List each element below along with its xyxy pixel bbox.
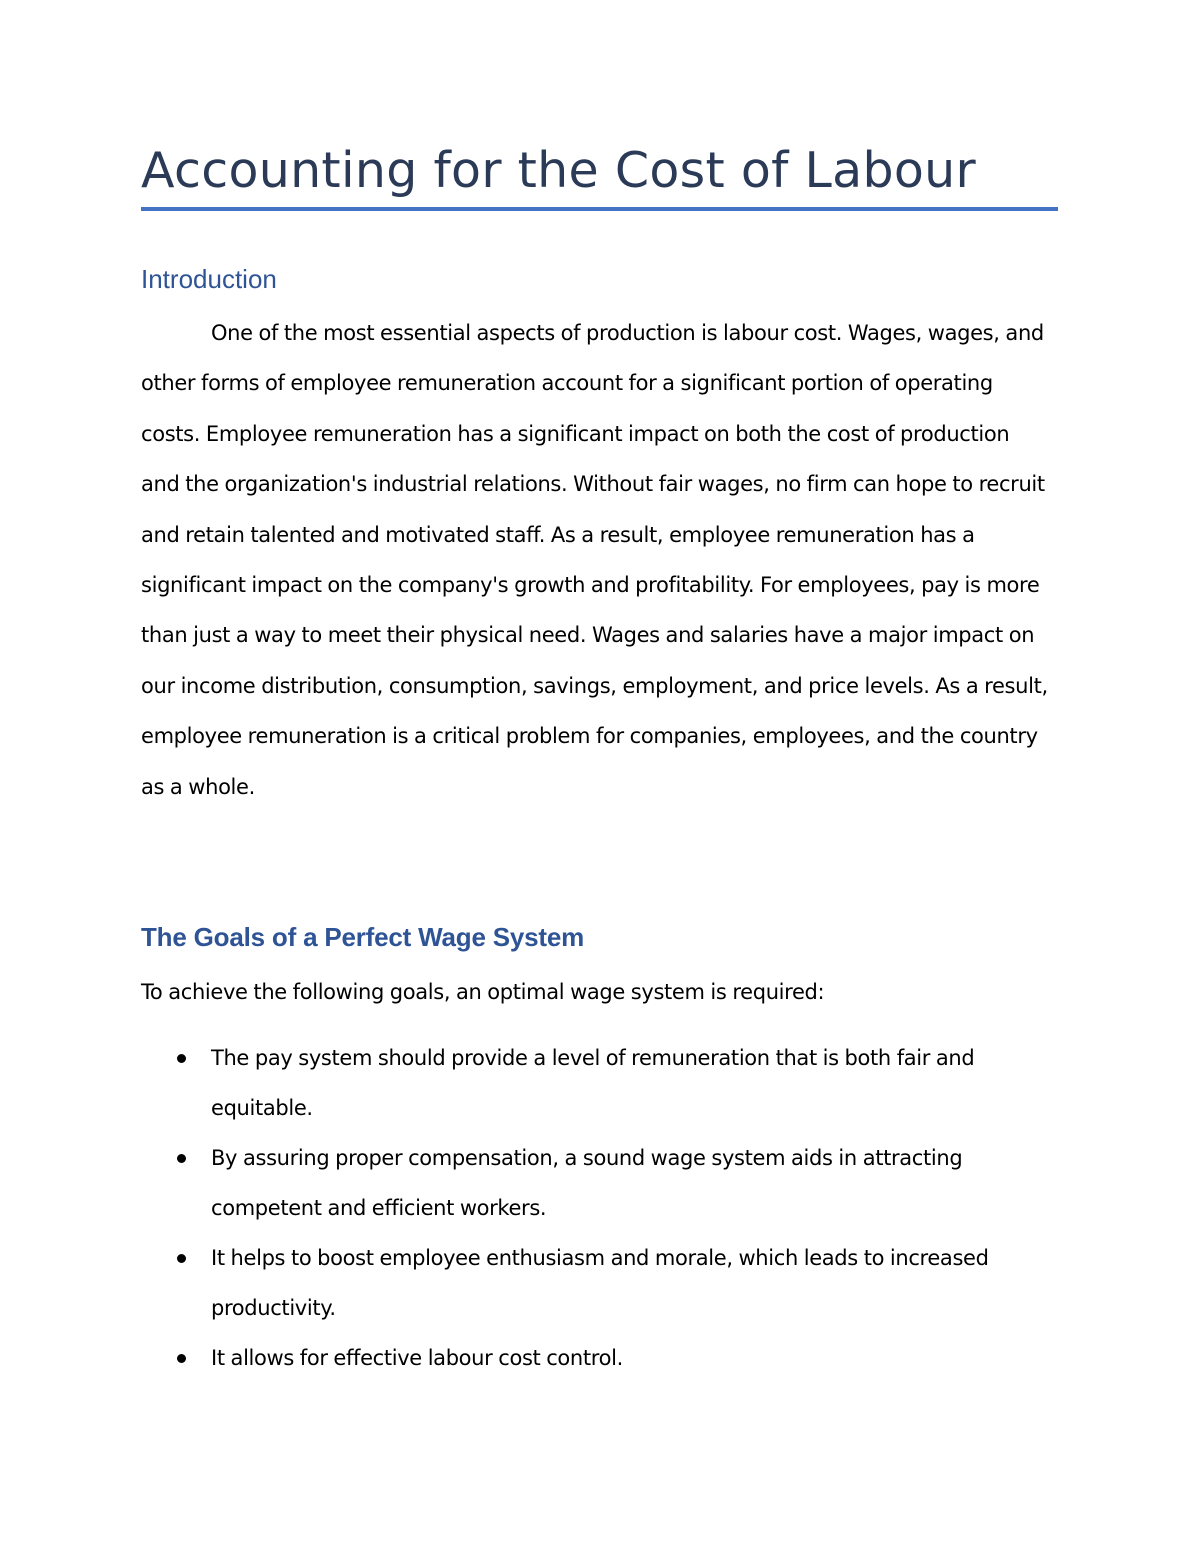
goals-bullet-list [141, 1033, 1053, 1383]
bullet-icon [177, 1354, 186, 1363]
list-item [141, 1333, 1053, 1383]
bullet-icon [177, 1054, 186, 1063]
list-item-text: The pay system should provide a level of remuneration that is both fair and equitable. [211, 1046, 975, 1120]
list-item [141, 1033, 1053, 1133]
goals-lead-sentence: To achieve the following goals, an optimal wage system is required: [141, 980, 825, 1004]
section-heading-goals: The Goals of a Perfect Wage System [141, 922, 585, 952]
list-item-text: By assuring proper compensation, a sound wage system aids in attracting competent and efficient workers. [211, 1146, 963, 1220]
bullet-icon [177, 1154, 186, 1163]
document-title: Accounting for the Cost of Labour [141, 142, 976, 199]
title-underline-rule [141, 207, 1058, 211]
list-item-text: It helps to boost employee enthusiasm and morale, which leads to increased productivity. [211, 1246, 989, 1320]
list-item [141, 1133, 1053, 1233]
introduction-paragraph: One of the most essential aspects of production is labour cost. Wages, wages, and other forms of employee remuneration account for a significant portion of operating costs. Employee remuneration has a significant impact on both the cost of production and the organization's industrial relations. Without fair wages, no firm can hope to recruit and retain talented and motivated staff. As a result, employee remuneration has a significant impact on the company's growth and profitability. For employees, pay is more than just a way to meet their physical need. Wages and salaries have a major impact on our income distribution, consumption, savings, employment, and price levels. As a result, employee remuneration is a critical problem for companies, employees, and the country as a whole. [141, 321, 1048, 799]
section-heading-introduction: Introduction [141, 264, 277, 294]
list-item-text: It allows for effective labour cost control. [211, 1346, 623, 1370]
bullet-icon [177, 1254, 186, 1263]
list-item [141, 1233, 1053, 1333]
